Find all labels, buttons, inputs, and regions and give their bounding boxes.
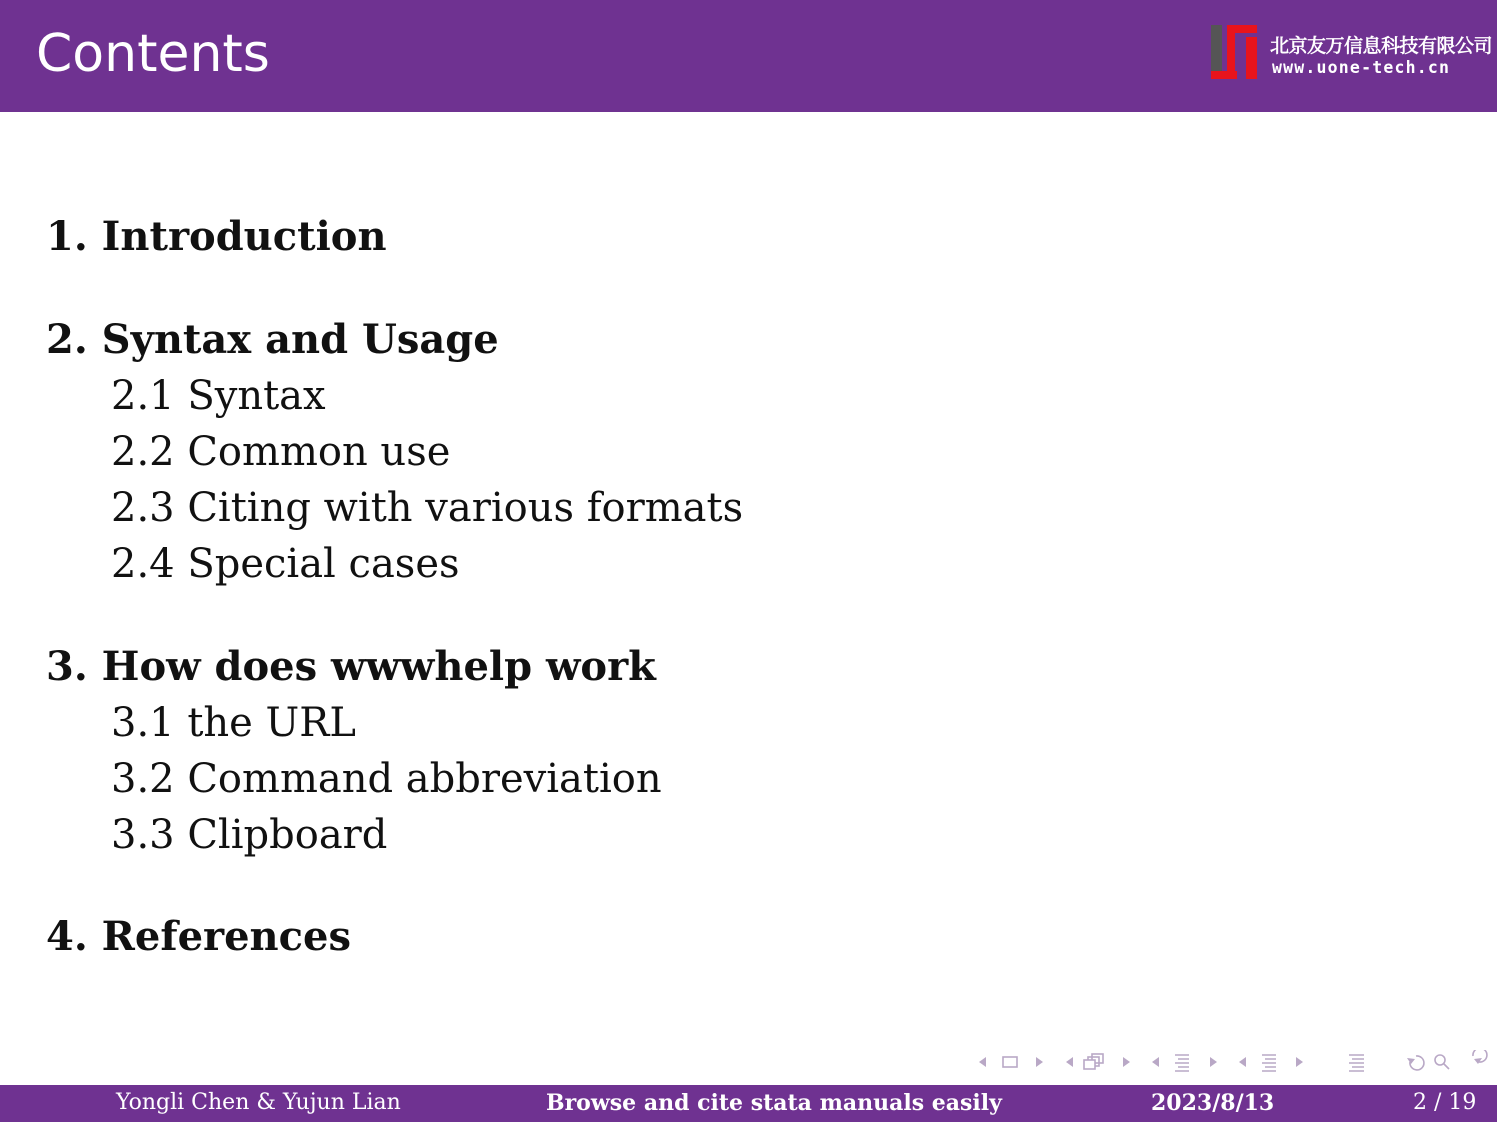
slide-footer xyxy=(0,1085,1497,1122)
toc-subsection-syntax[interactable]: 2.1 Syntax xyxy=(111,373,326,419)
toc-subsection-common-use[interactable]: 2.2 Common use xyxy=(111,429,451,475)
footer-page-number: 2 / 19 xyxy=(1413,1090,1477,1115)
slide-title: Contents xyxy=(36,24,270,84)
footer-title: Browse and cite stata manuals easily xyxy=(546,1090,1002,1116)
toc-section-how-wwwhelp-works[interactable]: 3. How does wwwhelp work xyxy=(46,643,656,690)
footer-date: 2023/8/13 xyxy=(1151,1090,1275,1116)
toc-section-syntax-usage[interactable]: 2. Syntax and Usage xyxy=(46,316,499,363)
toc-section-introduction[interactable]: 1. Introduction xyxy=(46,213,387,260)
logo-website: www.uone-tech.cn xyxy=(1272,58,1451,77)
frame-nav-icon[interactable] xyxy=(979,1057,1043,1067)
logo-company-name: 北京友万信息科技有限公司 xyxy=(1270,35,1493,57)
logo-mark-icon xyxy=(1210,22,1258,80)
company-logo xyxy=(1210,22,1493,82)
toc-section-references[interactable]: 4. References xyxy=(46,913,351,960)
section-nav-icon[interactable] xyxy=(1152,1055,1217,1071)
document-nav-icon[interactable] xyxy=(1239,1055,1303,1071)
toc-subsection-command-abbreviation[interactable]: 3.2 Command abbreviation xyxy=(111,756,662,802)
search-icon[interactable] xyxy=(1435,1055,1449,1069)
footer-authors: Yongli Chen & Yujun Lian xyxy=(116,1090,401,1115)
subsection-nav-icon[interactable] xyxy=(1066,1054,1130,1069)
toc-subsection-special-cases[interactable]: 2.4 Special cases xyxy=(111,541,460,587)
forward-icon[interactable] xyxy=(1473,1050,1487,1064)
toc-icon[interactable] xyxy=(1349,1055,1364,1071)
toc-subsection-citing-formats[interactable]: 2.3 Citing with various formats xyxy=(111,485,744,531)
slide-header xyxy=(0,0,1497,112)
toc-subsection-clipboard[interactable]: 3.3 Clipboard xyxy=(111,812,388,858)
toc-subsection-the-url[interactable]: 3.1 the URL xyxy=(111,700,356,746)
beamer-navigation-bar xyxy=(975,1050,1490,1076)
back-icon[interactable] xyxy=(1407,1056,1424,1070)
